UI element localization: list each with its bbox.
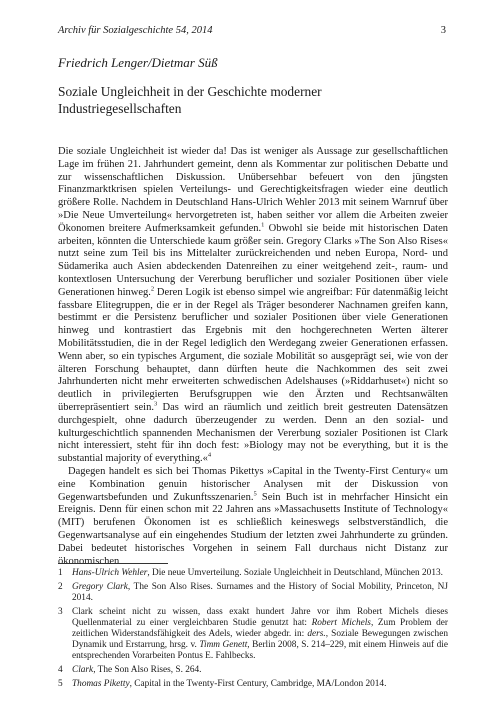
- body-text: Sein Buch ist in mehrfacher Hinsicht ein Ereignis. Denn für einen schon mit 22 Jahren ans »Massachusetts Institute of Technology« (MIT) berufenen Ökonomen ist es schließlich keineswegs selbstverständlich, die Gegenwartsanalyse auf ein eingehendes Studium der letzten zwei Jahrhunderte zu gründen. Dabei bedeutet historisches Vorgehen in seinem Fall durchaus nicht Distanz zur ökonomischen: [58, 491, 448, 567]
- footnote-author: Gregory Clark: [72, 582, 128, 592]
- footnote-number: 4: [58, 665, 63, 675]
- body-text: Dagegen handelt es sich bei Thomas Pikettys »Capital in the Twenty-First Century« um eine Kombination genuin historischer Analysen mit der Diskussion von Gegenwartsbefunden und Zukunftsszenarien.: [58, 465, 448, 503]
- footnote: [58, 607, 448, 662]
- footnote-text: , The Son Also Rises. Surnames and the History of Social Mobility, Princeton, NJ 2014.: [72, 582, 448, 603]
- body-paragraph: [58, 466, 448, 568]
- body-text: Die soziale Ungleichheit ist wieder da! Das ist weniger als Aussage zur gesellschaftlichen Lage im frühen 21. Jahrhundert gemeint, denn als Kommentar zur politischen Debatte und zur wissenschaftlichen Diskussion. Unübersehbar befeuert von den jüngsten Finanzmarktkrisen spielen Verteilungs- und Gerechtigkeitsfragen wieder eine deutlich größere Rolle. Nachdem in Deutschland Hans-Ulrich Wehler 2013 mit seinem Warnruf über »Die Neue Umverteilung« hervorgetreten ist, haben seither vor allem die Arbeiten zweier Ökonomen breitere Aufmerksamkeit gefunden.: [58, 146, 448, 234]
- footnote-ref[interactable]: 2: [150, 285, 155, 293]
- body-text: Obwohl sie beide mit historischen Daten arbeiten, könnten die Unterschiede kaum größer sein. Gregory Clarks »The Son Also Rises« nutzt seine zum Teil bis ins Mittelalter zurückreichenden und neben Europa, Nord- und Südamerika auch Asien abdeckenden Datenreihen zu einer weitgehend zeit-, raum- und kontextlosen Untersuchung der Vererbung beruflicher und sozialer Positionen über viele Generationen hinweg.: [58, 222, 448, 298]
- footnote-ref[interactable]: 5: [253, 490, 257, 498]
- footnote-ref[interactable]: 3: [153, 400, 158, 408]
- footnote-author: Robert Michels: [311, 618, 371, 628]
- footnote: [58, 582, 448, 604]
- footnote-text: , Soziale Bewegungen zwischen Dynamik und Erstarrung, hrsg. v.: [72, 629, 448, 650]
- footnote-rule: [58, 563, 168, 564]
- body-paragraph: [58, 146, 448, 466]
- footnote: [58, 679, 448, 690]
- footnote-author: Timm Genett: [199, 640, 248, 650]
- article-authors: Friedrich Lenger/Dietmar Süß: [58, 55, 218, 70]
- footnote-number: 5: [58, 679, 63, 689]
- footnote-text: , The Son Also Rises, S. 264.: [93, 665, 202, 675]
- footnote-author: Thomas Piketty: [72, 679, 130, 689]
- footnote-ref[interactable]: 4: [207, 451, 212, 459]
- footnote-text: Clark scheint nicht zu wissen, dass exakt hundert Jahre vor ihm Robert Michels dieses Quellenmaterial zu einer vergleichbaren Studie genutzt hat:: [72, 607, 448, 628]
- body-text: Deren Logik ist ebenso simpel wie angreifbar: Für datenmäßig leicht fassbare Elitegruppen, die er in der Regel als Träger besonderer Nachnamen greifen kann, bestimmt er die Persistenz beruflicher und sozialer Positionen über viele Generationen hinweg und kontrastiert das Ergebnis mit den hochgerechneten Werten älterer Mobilitätsstudien, die in der Regel lediglich den Werdegang zweier Generationen erfassen. Wenn aber, so ein typisches Argument, die soziale Mobilität so ausgeprägt sei, wie von der älteren Forschung behauptet, dann dürften heute die Nachkommen des seit zwei Jahrhunderten nicht mehr erweiterten schwedischen Adelshauses (»Riddarhuset«) nicht so deutlich in privilegierten Berufsgruppen wie den Ärzten und Rechtsanwälten überrepräsentiert sein.: [58, 286, 448, 413]
- footnote-text: , Berlin 2008, S. 214–229, mit einem Hinweis auf die entsprechenden Vorarbeiten Pontus E. Fahlbecks.: [72, 640, 448, 661]
- footnote-text: , Die neue Umverteilung. Soziale Ungleichheit in Deutschland, München 2013.: [147, 568, 443, 578]
- footnote-number: 1: [58, 568, 63, 578]
- footnote: [58, 568, 448, 579]
- footnote-author: Hans-Ulrich Wehler: [72, 568, 148, 578]
- footnote: [58, 665, 448, 676]
- footnote-text: , Zum Problem der zeitlichen Widerstandsfähigkeit des Adels, wieder abgedr. in:: [72, 618, 449, 639]
- body-text: Das wird an räumlich und zeitlich breit gestreuten Datensätzen durchgespielt, ohne dadurch überzeugender zu werden. Denn an den sozial- und kulturgeschichtlich spannenden Mechanismen der Vererbung sozialer Positionen ist Clark nicht interessiert, steht für ihn doch fest: »Biology may not be everything, but it is the substantial majority of everything.«: [58, 401, 448, 465]
- footnote-ref[interactable]: 1: [261, 221, 265, 229]
- footnote-number: 3: [58, 607, 63, 617]
- footnote-text: , Capital in the Twenty-First Century, Cambridge, MA/London 2014.: [129, 679, 387, 689]
- page-number: 3: [440, 25, 446, 36]
- footnotes: [58, 568, 448, 693]
- article-body: [58, 146, 448, 568]
- footnote-author: Clark: [72, 665, 94, 675]
- footnote-number: 2: [58, 582, 63, 592]
- journal-title: Archiv für Sozialgeschichte 54, 2014: [58, 25, 213, 36]
- article-title: Soziale Ungleichheit in der Geschichte moderner Industriegesellschaften: [58, 84, 322, 116]
- footnote-author: ders.: [307, 629, 326, 639]
- running-head: [58, 24, 446, 38]
